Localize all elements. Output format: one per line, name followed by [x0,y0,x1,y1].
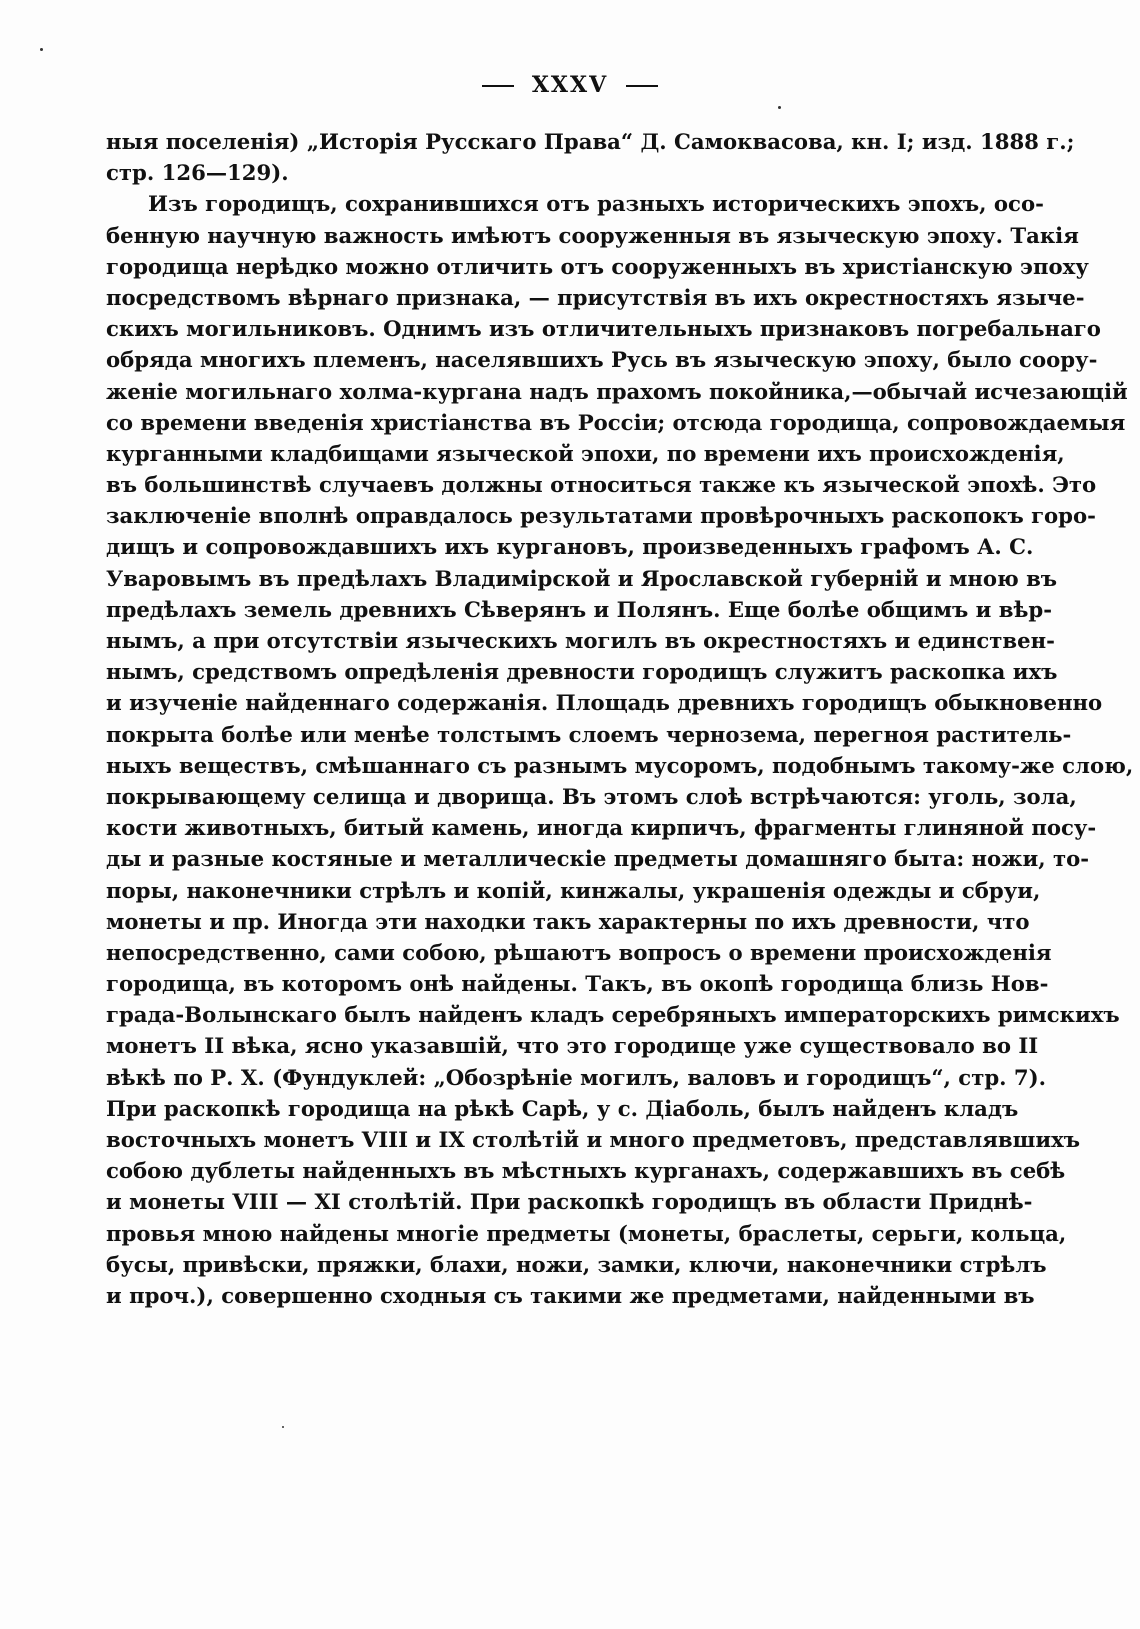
text-line: заключеніе вполнѣ оправдалось результатами провѣрочныхъ раскопокъ горо- [106,503,1096,529]
scan-speck [40,48,43,51]
text-line: предѣлахъ земель древнихъ Сѣверянъ и Полянъ. Еще болѣе общимъ и вѣр- [106,596,1052,622]
page-number: XXXV [531,72,609,98]
text-line: провья мною найдены многіе предметы (монеты, браслеты, серьги, кольца, [106,1220,1067,1246]
text-line: кости животныхъ, битый камень, иногда кирпичъ, фрагменты глиняной посу- [106,815,1097,841]
text-line: ныхъ веществъ, смѣшаннаго съ разнымъ мусоромъ, подобнымъ такому-же слою, [106,752,1134,778]
text-line: скихъ могильниковъ. Однимъ изъ отличительныхъ признаковъ погребальнаго [106,316,1101,342]
text-line: монеты и пр. Иногда эти находки такъ характерны по ихъ древности, что [106,908,1030,934]
scan-speck [282,1426,284,1428]
text-line: покрыта болѣе или менѣе толстымъ слоемъ чернозема, перегноя раститель- [106,721,1072,747]
text-line: непосредственно, сами собою, рѣшаютъ вопросъ о времени происхожденія [106,939,1052,965]
text-line: со времени введенія христіанства въ Россіи; отсюда городища, сопровождаемыя [106,409,1126,435]
text-line: нымъ, средствомъ опредѣленія древности городищъ служитъ раскопка ихъ [106,659,1058,685]
text-line: городища нерѣдко можно отличить отъ сооруженныхъ въ христіанскую эпоху [106,253,1089,279]
text-line: городища, въ которомъ онѣ найдены. Такъ, въ окопѣ городища близь Нов- [106,971,1049,997]
text-line: ды и разные костяные и металлическіе предметы домашняго быта: ножи, то- [106,846,1090,872]
text-line: монетъ II вѣка, ясно указавшій, что это городище уже существовало во II [106,1033,1039,1059]
text-line: посредствомъ вѣрнаго признака, — присутствія въ ихъ окрестностяхъ языче- [106,284,1085,310]
text-line: обряда многихъ племенъ, населявшихъ Русь въ языческую эпоху, было соору- [106,347,1098,373]
text-line: ныя поселенія) „Исторія Русскаго Права“ Д. Самоквасова, кн. I; изд. 1888 г.; [106,129,1075,154]
body-text [106,126,1134,1311]
header-dash-left [482,85,514,87]
text-line: вѣкѣ по Р. Х. (Фундуклей: „Обозрѣніе могилъ, валовъ и городищъ“, стр. 7). [106,1064,1047,1090]
text-line: поры, наконечники стрѣлъ и копій, кинжалы, украшенія одежды и сбруи, [106,877,1041,903]
text-line: восточныхъ монетъ VIII и IX столѣтій и много предметовъ, представлявшихъ [106,1127,1080,1152]
text-line: и проч.), совершенно сходныя съ такими же предметами, найденными въ [106,1282,1035,1308]
header-dash-right [626,85,658,87]
text-line: нымъ, а при отсутствіи языческихъ могилъ въ окрестностяхъ и единствен- [106,628,1055,653]
text-line: При раскопкѣ городища на рѣкѣ Сарѣ, у с. Діаболь, былъ найденъ кладъ [106,1095,1019,1121]
text-line: бенную научную важность имѣютъ сооруженныя въ языческую эпоху. Такія [106,222,1079,248]
text-line: стр. 126—129). [106,160,289,186]
text-line: и изученіе найденнаго содержанія. Площадь древнихъ городищъ обыкновенно [106,690,1103,716]
text-line: Уваровымъ въ предѣлахъ Владимірской и Ярославской губерній и мною въ [106,565,1058,591]
page-header [0,72,1140,98]
text-line: града-Волынскаго былъ найденъ кладъ серебряныхъ императорскихъ римскихъ [106,1002,1120,1028]
scan-speck [778,106,781,109]
text-line: дищъ и сопровождавшихъ ихъ кургановъ, произведенныхъ графомъ А. С. [106,534,1034,560]
text-line: женіе могильнаго холма-кургана надъ прахомъ покойника,—обычай исчезающій [106,378,1128,404]
text-line: въ большинствѣ случаевъ должны относиться также къ языческой эпохѣ. Это [106,472,1097,498]
text-line: курганными кладбищами языческой эпохи, по времени ихъ происхожденія, [106,440,1065,466]
text-line: Изъ городищъ, сохранившихся отъ разныхъ историческихъ эпохъ, осо- [148,191,1044,217]
text-line: и монеты VIII — XI столѣтій. При раскопкѣ городищъ въ области Приднѣ- [106,1189,1033,1215]
text-line: собою дублеты найденныхъ въ мѣстныхъ курганахъ, содержавшихъ въ себѣ [106,1158,1066,1184]
text-line: покрывающему селища и дворища. Въ этомъ слоѣ встрѣчаются: уголь, зола, [106,783,1077,809]
text-line: бусы, привѣски, пряжки, блахи, ножи, замки, ключи, наконечники стрѣлъ [106,1251,1047,1277]
